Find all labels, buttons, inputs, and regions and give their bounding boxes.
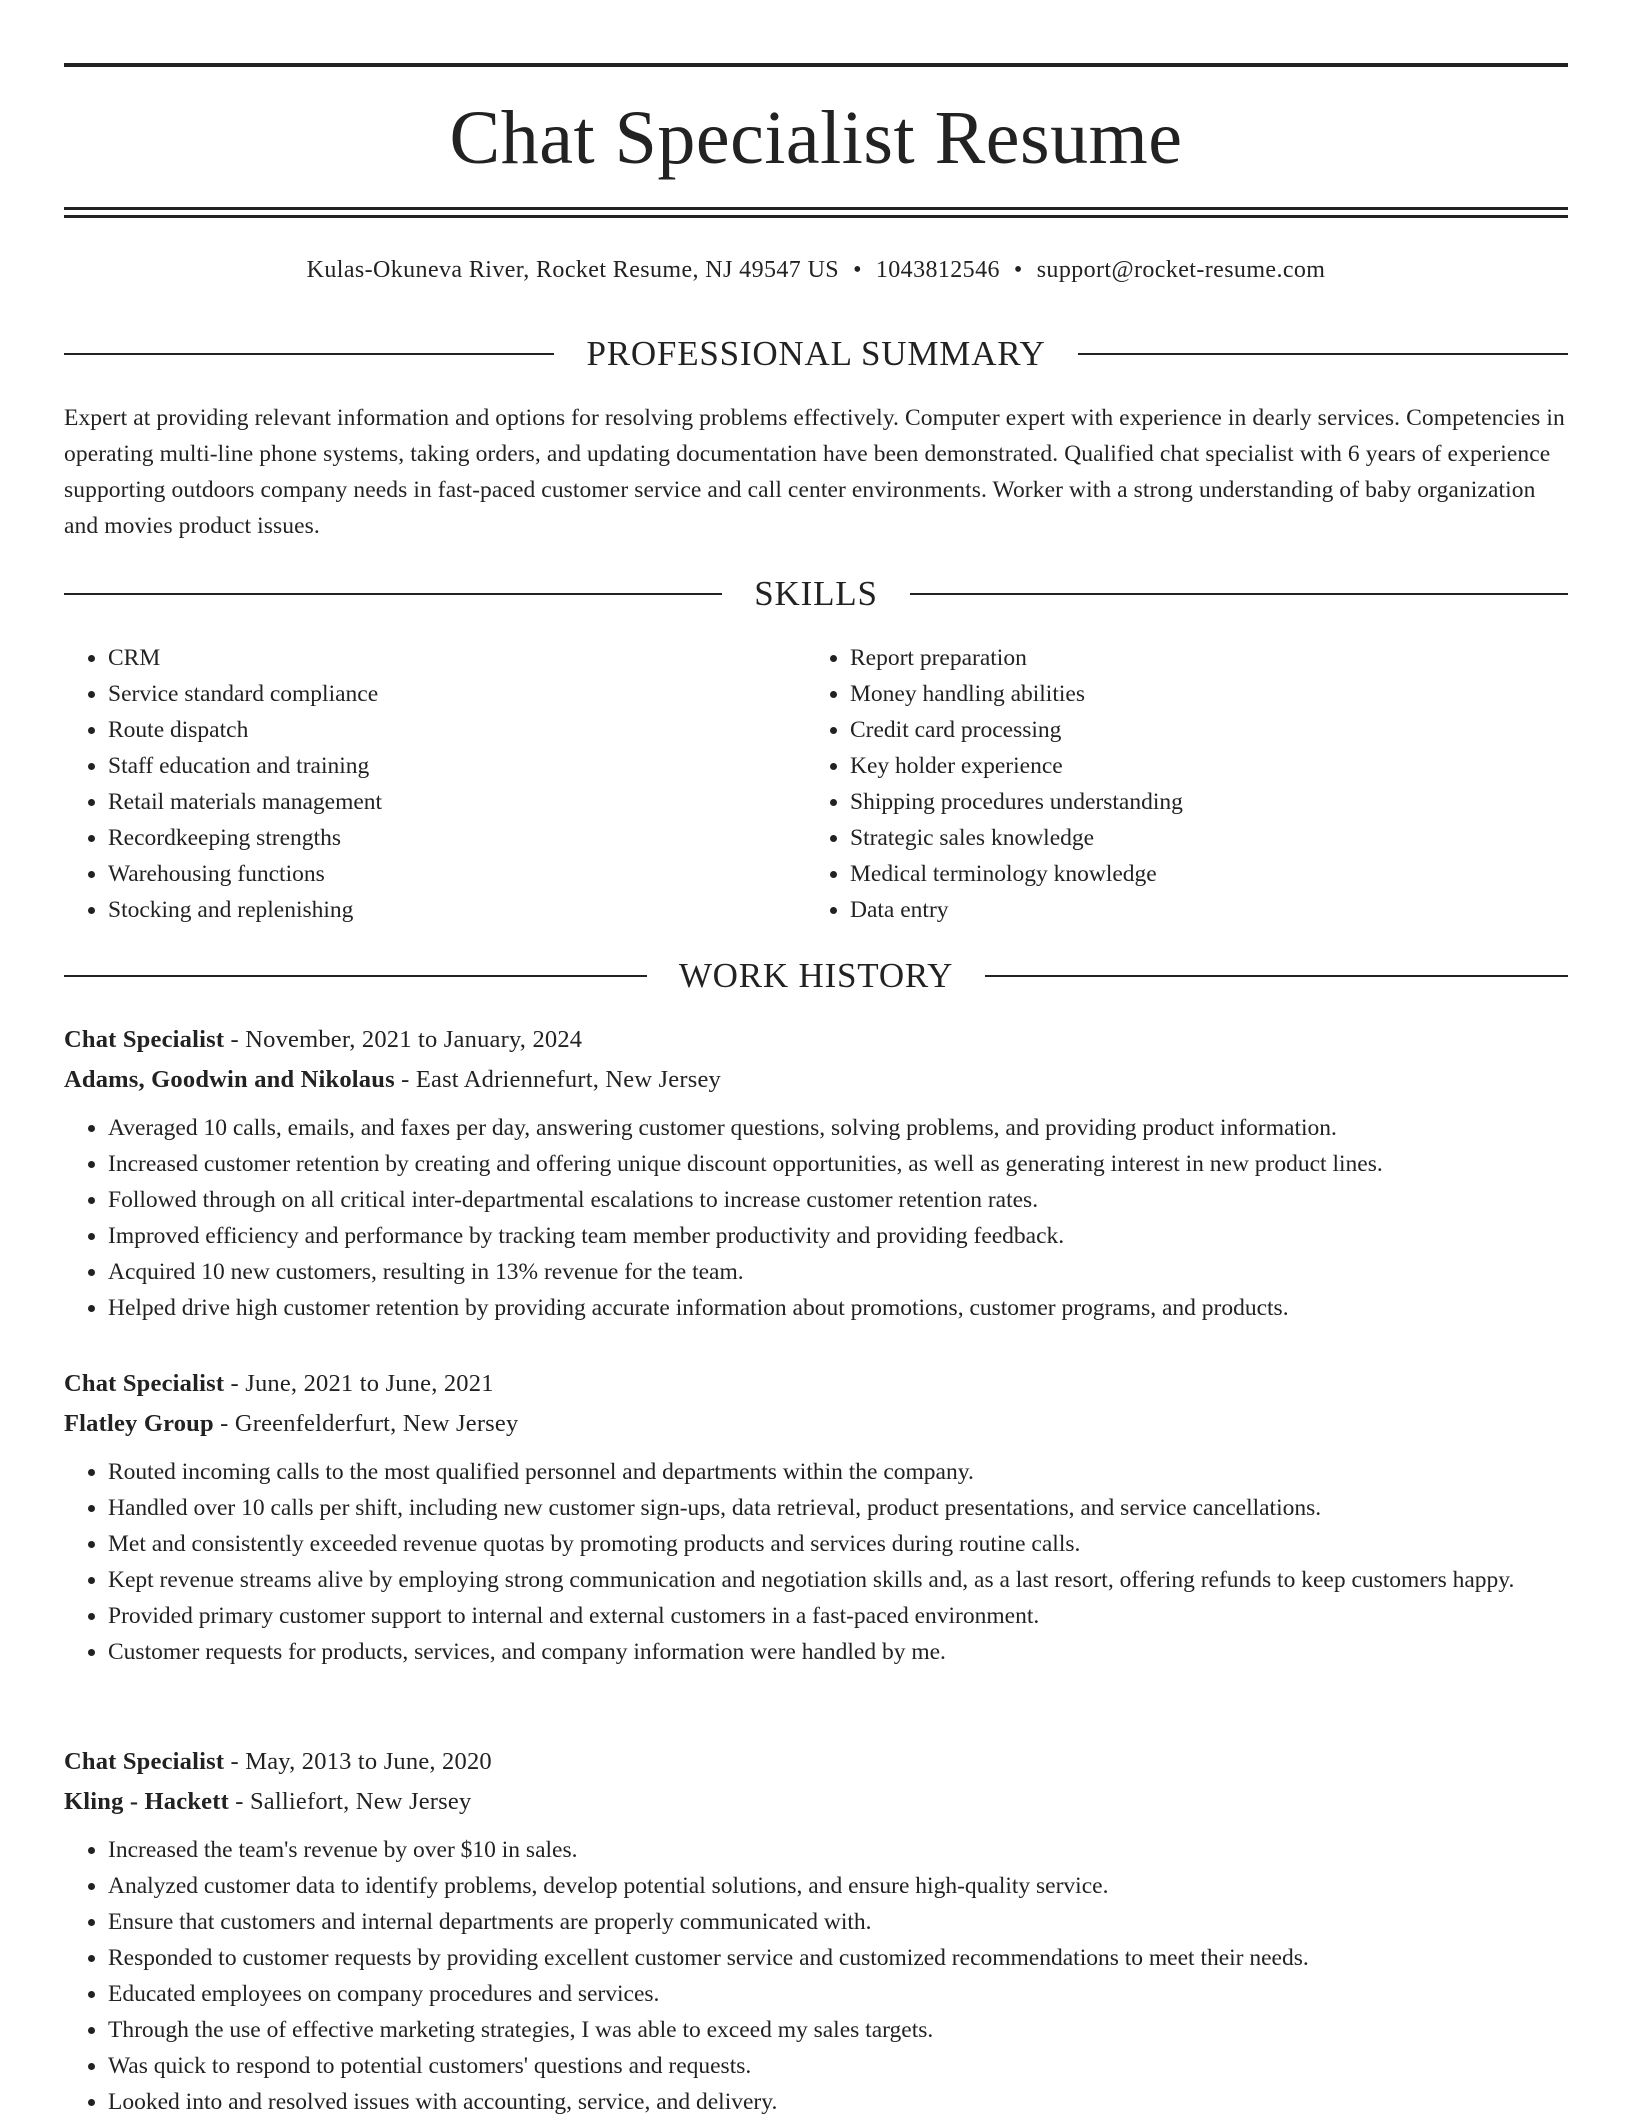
skills-heading [64, 572, 1568, 616]
job-bullet: • Increased the team's revenue by over $10 in sales. [108, 1832, 1568, 1868]
job-bullet: • Ensure that customers and internal departments are properly communicated with. [108, 1904, 1568, 1940]
work-history-heading [64, 954, 1568, 998]
job-bullet: • Through the use of effective marketing strategies, I was able to exceed my sales targets. [108, 2012, 1568, 2048]
job-bullet: • Handled over 10 calls per shift, including new customer sign-ups, data retrieval, product presentations, and service cancellations. [108, 1490, 1568, 1526]
header-top-rule [64, 63, 1568, 67]
skill-item: • Medical terminology knowledge [850, 856, 1550, 892]
job-bullet: • Customer requests for products, services, and company information were handled by me. [108, 1634, 1568, 1670]
skill-item: • Credit card processing [850, 712, 1550, 748]
job-title: Chat Specialist [64, 1370, 225, 1397]
job-bullet: • Helped drive high customer retention by providing accurate information about promotions, customer programs, and products. [108, 1290, 1568, 1326]
job-dates: - May, 2013 to June, 2020 [224, 1748, 492, 1775]
contact-separator: • [853, 257, 862, 283]
skill-item: • CRM [108, 640, 808, 676]
job-bullet: • Responded to customer requests by providing excellent customer service and customized recommendations to meet their needs. [108, 1940, 1568, 1976]
job-location: - East Adriennefurt, New Jersey [394, 1066, 721, 1093]
job-entry [64, 1020, 1568, 1326]
job-bullet: • Averaged 10 calls, emails, and faxes per day, answering customer questions, solving problems, and providing product information. [108, 1110, 1568, 1146]
heading-rule-left [64, 975, 647, 977]
skill-item: • Warehousing functions [108, 856, 808, 892]
job-company-line [64, 1060, 1568, 1100]
skills-list-left [64, 640, 808, 928]
summary-text: Expert at providing relevant information and options for resolving problems effectively. Computer expert with experience in dearly services. Competencies in operating multi-line phone systems, taking orders, and updating documentation have been demonstrated. Qualified chat specialist with 6 years of experience supporting outdoors company needs in fast-paced customer service and call center environments. Worker with a strong understanding of baby organization and movies product issues. [64, 405, 1565, 539]
job-company: Adams, Goodwin and Nikolaus [64, 1066, 395, 1093]
skill-item: • Strategic sales knowledge [850, 820, 1550, 856]
header-bottom-rule-2 [64, 215, 1568, 218]
job-title-line [64, 1020, 1568, 1060]
resume-title: Chat Specialist Resume [449, 96, 1183, 180]
contact-email: support@rocket-resume.com [1036, 257, 1326, 283]
job-title: Chat Specialist [64, 1026, 225, 1053]
heading-rule-left [64, 593, 722, 595]
job-bullet: • Was quick to respond to potential customers' questions and requests. [108, 2048, 1568, 2084]
header-bottom-rule-1 [64, 207, 1568, 210]
job-bullet: • Looked into and resolved issues with accounting, service, and delivery. [108, 2084, 1568, 2120]
skill-item: • Staff education and training [108, 748, 808, 784]
job-bullet: • Improved efficiency and performance by tracking team member productivity and providing feedback. [108, 1218, 1568, 1254]
job-title-line [64, 1742, 1568, 1782]
skill-item: • Stocking and replenishing [108, 892, 808, 928]
contact-phone: 1043812546 [875, 257, 1000, 283]
job-title: Chat Specialist [64, 1748, 225, 1775]
skills-list-right [806, 640, 1550, 928]
job-entry [64, 1364, 1568, 1670]
heading-rule-left [64, 353, 554, 355]
job-bullet-list [64, 1832, 1568, 2120]
heading-rule-right [985, 975, 1568, 977]
job-bullet-list [64, 1110, 1568, 1326]
skill-item: • Route dispatch [108, 712, 808, 748]
job-bullet: • Acquired 10 new customers, resulting in 13% revenue for the team. [108, 1254, 1568, 1290]
job-bullet: • Kept revenue streams alive by employing strong communication and negotiation skills and, as a last resort, offering refunds to keep customers happy. [108, 1562, 1568, 1598]
job-bullet: • Routed incoming calls to the most qualified personnel and departments within the company. [108, 1454, 1568, 1490]
job-bullet: • Met and consistently exceeded revenue quotas by promoting products and services during routine calls. [108, 1526, 1568, 1562]
skill-item: • Money handling abilities [850, 676, 1550, 712]
skill-item: • Report preparation [850, 640, 1550, 676]
skill-item: • Recordkeeping strengths [108, 820, 808, 856]
skills-heading-label: SKILLS [754, 574, 878, 613]
job-bullet: • Educated employees on company procedures and services. [108, 1976, 1568, 2012]
job-company: Kling - Hackett [64, 1788, 229, 1815]
work-history-heading-label: WORK HISTORY [678, 956, 954, 995]
job-company-line [64, 1404, 1568, 1444]
job-bullet: • Provided primary customer support to internal and external customers in a fast-paced environment. [108, 1598, 1568, 1634]
heading-rule-right [1078, 353, 1568, 355]
skill-item: • Data entry [850, 892, 1550, 928]
job-company: Flatley Group [64, 1410, 214, 1437]
contact-address: Kulas-Okuneva River, Rocket Resume, NJ 49547 US [306, 257, 840, 283]
job-location: - Salliefort, New Jersey [228, 1788, 472, 1815]
job-dates: - June, 2021 to June, 2021 [224, 1370, 494, 1397]
job-bullet: • Increased customer retention by creating and offering unique discount opportunities, as well as generating interest in new product lines. [108, 1146, 1568, 1182]
contact-line [64, 252, 1568, 288]
job-bullet: • Followed through on all critical inter-departmental escalations to increase customer retention rates. [108, 1182, 1568, 1218]
job-bullet: • Analyzed customer data to identify problems, develop potential solutions, and ensure high-quality service. [108, 1868, 1568, 1904]
heading-rule-right [910, 593, 1568, 595]
summary-heading [64, 332, 1568, 376]
job-entry [64, 1742, 1568, 2120]
job-location: - Greenfelderfurt, New Jersey [213, 1410, 519, 1437]
job-title-line [64, 1364, 1568, 1404]
skill-item: • Service standard compliance [108, 676, 808, 712]
contact-separator: • [1013, 257, 1023, 283]
skill-item: • Key holder experience [850, 748, 1550, 784]
job-bullet-list [64, 1454, 1568, 1670]
job-company-line [64, 1782, 1568, 1822]
skill-item: • Shipping procedures understanding [850, 784, 1550, 820]
job-dates: - November, 2021 to January, 2024 [224, 1026, 583, 1053]
skill-item: • Retail materials management [108, 784, 808, 820]
summary-heading-label: PROFESSIONAL SUMMARY [586, 334, 1046, 373]
